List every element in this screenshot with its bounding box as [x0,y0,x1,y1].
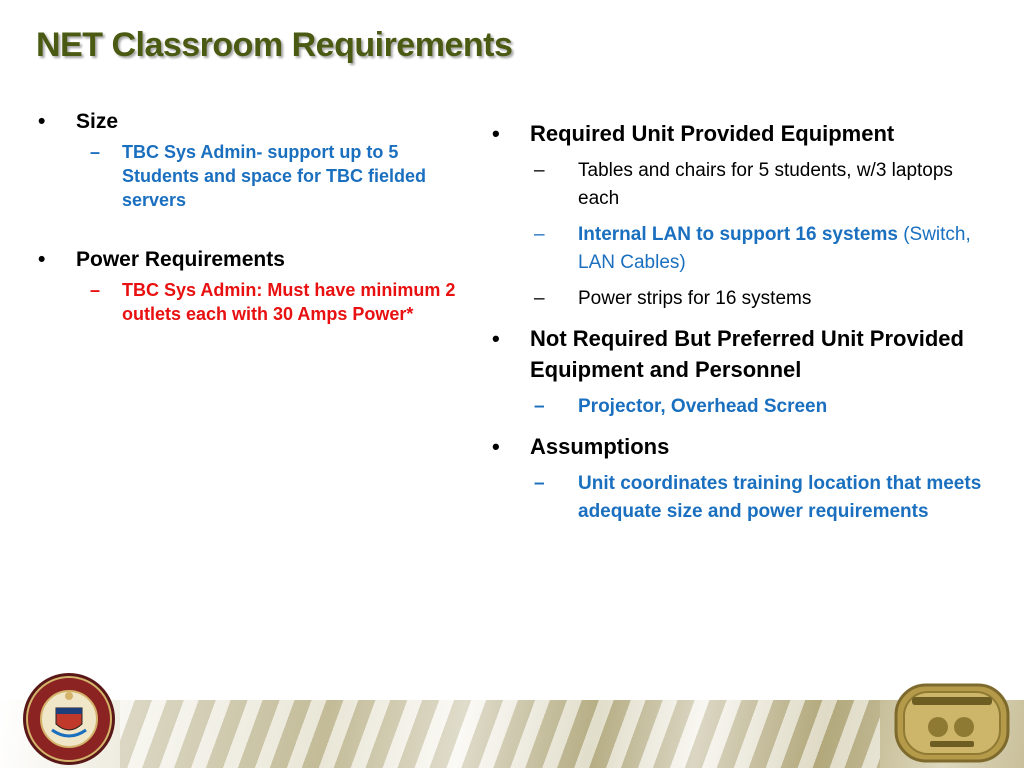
sub-bullet-text: Power strips for 16 systems [578,288,812,309]
dash-marker: – [534,473,545,494]
bullet-dot: • [492,434,500,459]
bullet-required-equipment [492,118,992,149]
dash-marker: – [534,288,545,309]
bullet-dot: • [38,110,46,133]
sub-bullet-text: TBC Sys Admin- support up to 5 Students and space for TBC fielded servers [122,142,427,210]
bullet-dot: • [492,326,500,351]
bullet-label: Size [76,110,119,133]
sub-bullet-power-strips [534,285,992,313]
program-manager-seal-logo [22,672,116,766]
sub-bullet-text: Unit coordinates training location that meets adequate size and power requirements [578,473,982,522]
bullet-size [38,108,478,136]
footer-flag-stripes [120,700,880,768]
sub-bullet-power-admin [78,278,478,326]
dash-marker: – [534,160,545,181]
dash-marker: – [534,224,545,245]
sub-bullet-projector [534,393,992,421]
bullet-dot: • [492,121,500,146]
slide-title: NET Classroom Requirements [36,26,513,64]
bullet-power-requirements [38,246,478,274]
sub-bullet-text-bold: Internal LAN to support 16 systems [578,224,898,245]
bullet-label: Power Requirements [76,248,285,271]
dash-marker: – [90,280,101,300]
sub-bullet-size-admin [78,140,478,212]
bullet-preferred-equipment [492,323,992,385]
sub-bullet-text-normal: (Switch, LAN Cables) [578,224,971,273]
bullet-dot: • [38,248,46,271]
bullet-label: Assumptions [530,434,670,459]
sub-bullet-internal-lan [534,221,992,277]
dash-marker: – [534,396,545,417]
sub-bullet-tables-chairs [534,157,992,213]
bullet-label: Not Required But Preferred Unit Provided Equipment and Personnel [530,326,964,382]
bullet-assumptions [492,431,992,462]
right-column [492,118,992,526]
left-column [38,108,478,326]
sub-bullet-text: Tables and chairs for 5 students, w/3 laptops each [578,160,953,209]
sub-bullet-training-location [534,470,992,526]
sub-bullet-text: Projector, Overhead Screen [578,396,828,417]
tactical-battle-command-badge-logo [894,683,1010,763]
dash-marker: – [90,142,101,162]
bullet-label: Required Unit Provided Equipment [530,121,895,146]
sub-bullet-text: TBC Sys Admin: Must have minimum 2 outlets each with 30 Amps Power* [122,280,456,324]
